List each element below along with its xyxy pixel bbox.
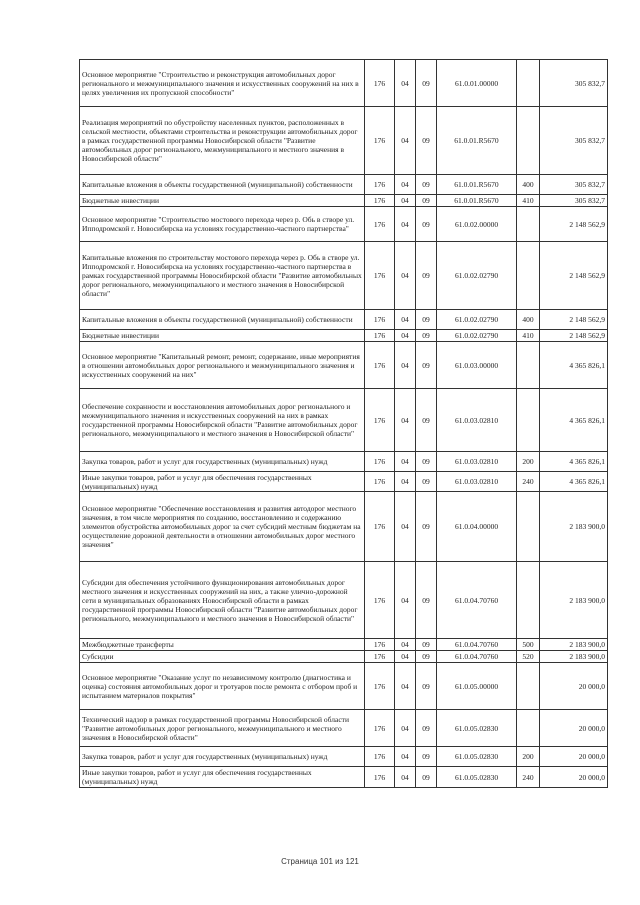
cell-podrazdel: 09 — [416, 310, 437, 330]
cell-target-article: 61.0.03.02810 — [437, 389, 517, 452]
table-row — [80, 310, 608, 330]
cell-target-article: 61.0.02.00000 — [437, 207, 517, 242]
cell-amount: 20 000,0 — [540, 663, 608, 710]
cell-podrazdel: 09 — [416, 651, 437, 663]
row-description: Основное мероприятие "Обеспечение восстановления и развития автодорог местного значения, в том числе мероприятия по созданию, восстановлению и содержанию элементов обустройства автомобильных дорог за счет субсидий местным бюджетам на осуществление дорожной деятельности в отношении автомобильных дорог местного значения" — [80, 492, 365, 562]
cell-glava: 176 — [365, 492, 395, 562]
cell-podrazdel: 09 — [416, 710, 437, 747]
row-description: Реализация мероприятий по обустройству населенных пунктов, расположенных в сельской местности, объектами строительства и реконструкции автомобильных дорог в рамках государственной программы Новосибирской области "Развитие автомобильных дорог регионального, межмуниципального и местного значения в Новосибирской области" — [80, 107, 365, 175]
cell-target-article: 61.0.02.02790 — [437, 330, 517, 342]
cell-razdel: 04 — [395, 452, 416, 472]
cell-target-article: 61.0.05.02830 — [437, 767, 517, 788]
cell-target-article: 61.0.02.02790 — [437, 310, 517, 330]
cell-razdel: 04 — [395, 195, 416, 207]
cell-podrazdel: 09 — [416, 175, 437, 195]
cell-podrazdel: 09 — [416, 747, 437, 767]
cell-glava: 176 — [365, 452, 395, 472]
cell-razdel: 04 — [395, 342, 416, 389]
table-row — [80, 107, 608, 175]
table-row — [80, 651, 608, 663]
cell-amount: 20 000,0 — [540, 710, 608, 747]
cell-amount: 2 148 562,9 — [540, 310, 608, 330]
cell-amount: 2 183 900,0 — [540, 639, 608, 651]
row-description: Иные закупки товаров, работ и услуг для обеспечения государственных (муниципальных) нужд — [80, 767, 365, 788]
cell-podrazdel: 09 — [416, 107, 437, 175]
cell-glava: 176 — [365, 767, 395, 788]
table-row — [80, 767, 608, 788]
cell-target-article: 61.0.03.02810 — [437, 472, 517, 492]
row-description: Технический надзор в рамках государственной программы Новосибирской области "Развитие автомобильных дорог регионального, межмуниципального и местного значения в Новосибирской области" — [80, 710, 365, 747]
cell-expense-type — [517, 562, 540, 639]
cell-glava: 176 — [365, 747, 395, 767]
row-description: Субсидии для обеспечения устойчивого функционирования автомобильных дорог местного значения и искусственных сооружений на них, а также улично-дорожной сети в муниципальных образованиях Новосибирской области в рамках государственной программы Новосибирской области "Развитие автомобильных дорог регионального, межмуниципального и местного значения в Новосибирской области" — [80, 562, 365, 639]
cell-expense-type — [517, 242, 540, 310]
row-description: Бюджетные инвестиции — [80, 195, 365, 207]
row-description: Основное мероприятие "Строительство и реконструкция автомобильных дорог регионального и межмуниципального значения и искусственных сооружений на них в целях увеличения их пропускной способности" — [80, 60, 365, 107]
cell-glava: 176 — [365, 310, 395, 330]
cell-amount: 4 365 826,1 — [540, 389, 608, 452]
cell-amount: 305 832,7 — [540, 175, 608, 195]
cell-razdel: 04 — [395, 767, 416, 788]
cell-glava: 176 — [365, 472, 395, 492]
cell-target-article: 61.0.01.00000 — [437, 60, 517, 107]
cell-glava: 176 — [365, 107, 395, 175]
cell-target-article: 61.0.05.02830 — [437, 747, 517, 767]
row-description: Обеспечение сохранности и восстановления автомобильных дорог регионального и межмуниципального значения и искусственных сооружений на них в рамках государственной программы Новосибирской области "Развитие автомобильных дорог регионального, межмуниципального и местного значения в Новосибирской области" — [80, 389, 365, 452]
cell-amount: 2 183 900,0 — [540, 651, 608, 663]
cell-podrazdel: 09 — [416, 639, 437, 651]
cell-target-article: 61.0.04.70760 — [437, 562, 517, 639]
cell-amount: 20 000,0 — [540, 767, 608, 788]
row-description: Закупка товаров, работ и услуг для государственных (муниципальных) нужд — [80, 452, 365, 472]
cell-amount: 305 832,7 — [540, 60, 608, 107]
cell-target-article: 61.0.01.R5670 — [437, 195, 517, 207]
cell-podrazdel: 09 — [416, 195, 437, 207]
cell-glava: 176 — [365, 639, 395, 651]
cell-glava: 176 — [365, 663, 395, 710]
cell-amount: 2 148 562,9 — [540, 330, 608, 342]
cell-glava: 176 — [365, 342, 395, 389]
row-description: Закупка товаров, работ и услуг для государственных (муниципальных) нужд — [80, 747, 365, 767]
cell-glava: 176 — [365, 651, 395, 663]
cell-target-article: 61.0.04.00000 — [437, 492, 517, 562]
cell-podrazdel: 09 — [416, 562, 437, 639]
table-row — [80, 663, 608, 710]
cell-expense-type: 240 — [517, 472, 540, 492]
cell-glava: 176 — [365, 195, 395, 207]
row-description: Капитальные вложения в объекты государственной (муниципальной) собственности — [80, 310, 365, 330]
cell-amount: 4 365 826,1 — [540, 452, 608, 472]
cell-target-article: 61.0.01.R5670 — [437, 175, 517, 195]
cell-expense-type: 520 — [517, 651, 540, 663]
table-row — [80, 639, 608, 651]
table-row — [80, 195, 608, 207]
table-row — [80, 60, 608, 107]
cell-razdel: 04 — [395, 107, 416, 175]
cell-expense-type — [517, 492, 540, 562]
cell-target-article: 61.0.05.02830 — [437, 710, 517, 747]
cell-razdel: 04 — [395, 710, 416, 747]
page-footer: Страница 101 из 121 — [281, 857, 359, 866]
cell-expense-type: 200 — [517, 747, 540, 767]
cell-podrazdel: 09 — [416, 452, 437, 472]
cell-podrazdel: 09 — [416, 767, 437, 788]
cell-target-article: 61.0.02.02790 — [437, 242, 517, 310]
cell-target-article: 61.0.05.00000 — [437, 663, 517, 710]
cell-expense-type: 400 — [517, 175, 540, 195]
cell-glava: 176 — [365, 562, 395, 639]
cell-razdel: 04 — [395, 242, 416, 310]
cell-glava: 176 — [365, 389, 395, 452]
budget-table — [79, 59, 608, 788]
table-row — [80, 492, 608, 562]
table-row — [80, 747, 608, 767]
row-description: Субсидии — [80, 651, 365, 663]
row-description: Бюджетные инвестиции — [80, 330, 365, 342]
cell-target-article: 61.0.04.70760 — [437, 639, 517, 651]
cell-glava: 176 — [365, 242, 395, 310]
cell-expense-type — [517, 342, 540, 389]
cell-amount: 2 148 562,9 — [540, 207, 608, 242]
cell-amount: 2 183 900,0 — [540, 562, 608, 639]
cell-amount: 305 832,7 — [540, 195, 608, 207]
cell-razdel: 04 — [395, 472, 416, 492]
cell-expense-type: 500 — [517, 639, 540, 651]
table-row — [80, 175, 608, 195]
row-description: Основное мероприятие "Капитальный ремонт, ремонт, содержание, иные мероприятия в отношении автомобильных дорог регионального и межмуниципального значения и искусственных сооружений на них" — [80, 342, 365, 389]
cell-target-article: 61.0.04.70760 — [437, 651, 517, 663]
row-description: Капитальные вложения в объекты государственной (муниципальной) собственности — [80, 175, 365, 195]
cell-amount: 4 365 826,1 — [540, 342, 608, 389]
table-body — [80, 60, 608, 788]
cell-expense-type — [517, 60, 540, 107]
cell-amount: 305 832,7 — [540, 107, 608, 175]
cell-razdel: 04 — [395, 651, 416, 663]
cell-razdel: 04 — [395, 310, 416, 330]
cell-razdel: 04 — [395, 60, 416, 107]
table-row — [80, 207, 608, 242]
cell-podrazdel: 09 — [416, 663, 437, 710]
cell-podrazdel: 09 — [416, 60, 437, 107]
cell-glava: 176 — [365, 330, 395, 342]
cell-target-article: 61.0.03.02810 — [437, 452, 517, 472]
cell-glava: 176 — [365, 710, 395, 747]
cell-podrazdel: 09 — [416, 242, 437, 310]
cell-razdel: 04 — [395, 330, 416, 342]
cell-razdel: 04 — [395, 562, 416, 639]
cell-podrazdel: 09 — [416, 492, 437, 562]
cell-podrazdel: 09 — [416, 472, 437, 492]
row-description: Основное мероприятие "Строительство мостового перехода через р. Обь в створе ул. Ипподромской г. Новосибирска на условиях государственно-частного партнерства" — [80, 207, 365, 242]
row-description: Межбюджетные трансферты — [80, 639, 365, 651]
cell-expense-type: 410 — [517, 195, 540, 207]
cell-podrazdel: 09 — [416, 342, 437, 389]
row-description: Иные закупки товаров, работ и услуг для обеспечения государственных (муниципальных) нужд — [80, 472, 365, 492]
cell-expense-type — [517, 663, 540, 710]
cell-glava: 176 — [365, 60, 395, 107]
row-description: Основное мероприятие "Оказание услуг по независимому контролю (диагностика и оценка) состояния автомобильных дорог и тротуаров после ремонта с отбором проб и испытанием материалов покрытия" — [80, 663, 365, 710]
cell-expense-type — [517, 107, 540, 175]
table-row — [80, 342, 608, 389]
cell-target-article: 61.0.03.00000 — [437, 342, 517, 389]
table-row — [80, 389, 608, 452]
table-row — [80, 452, 608, 472]
table-row — [80, 330, 608, 342]
cell-amount: 2 148 562,9 — [540, 242, 608, 310]
cell-razdel: 04 — [395, 639, 416, 651]
cell-amount: 20 000,0 — [540, 747, 608, 767]
row-description: Капитальные вложения по строительству мостового перехода через р. Обь в створе ул. Ипподромской г. Новосибирска на условиях государственно-частного партнерства в рамках государственной программы Новосибирской области "Развитие автомобильных дорог регионального, межмуниципального и местного значения в Новосибирской области" — [80, 242, 365, 310]
cell-podrazdel: 09 — [416, 207, 437, 242]
cell-target-article: 61.0.01.R5670 — [437, 107, 517, 175]
table-row — [80, 710, 608, 747]
cell-podrazdel: 09 — [416, 330, 437, 342]
cell-razdel: 04 — [395, 663, 416, 710]
cell-expense-type — [517, 207, 540, 242]
table-row — [80, 472, 608, 492]
cell-razdel: 04 — [395, 389, 416, 452]
cell-podrazdel: 09 — [416, 389, 437, 452]
cell-glava: 176 — [365, 175, 395, 195]
cell-razdel: 04 — [395, 207, 416, 242]
cell-amount: 4 365 826,1 — [540, 472, 608, 492]
table-row — [80, 562, 608, 639]
cell-amount: 2 183 900,0 — [540, 492, 608, 562]
cell-expense-type — [517, 710, 540, 747]
cell-expense-type: 200 — [517, 452, 540, 472]
table-row — [80, 242, 608, 310]
cell-expense-type: 240 — [517, 767, 540, 788]
cell-expense-type — [517, 389, 540, 452]
cell-razdel: 04 — [395, 175, 416, 195]
cell-glava: 176 — [365, 207, 395, 242]
cell-expense-type: 400 — [517, 310, 540, 330]
cell-razdel: 04 — [395, 492, 416, 562]
cell-expense-type: 410 — [517, 330, 540, 342]
cell-razdel: 04 — [395, 747, 416, 767]
